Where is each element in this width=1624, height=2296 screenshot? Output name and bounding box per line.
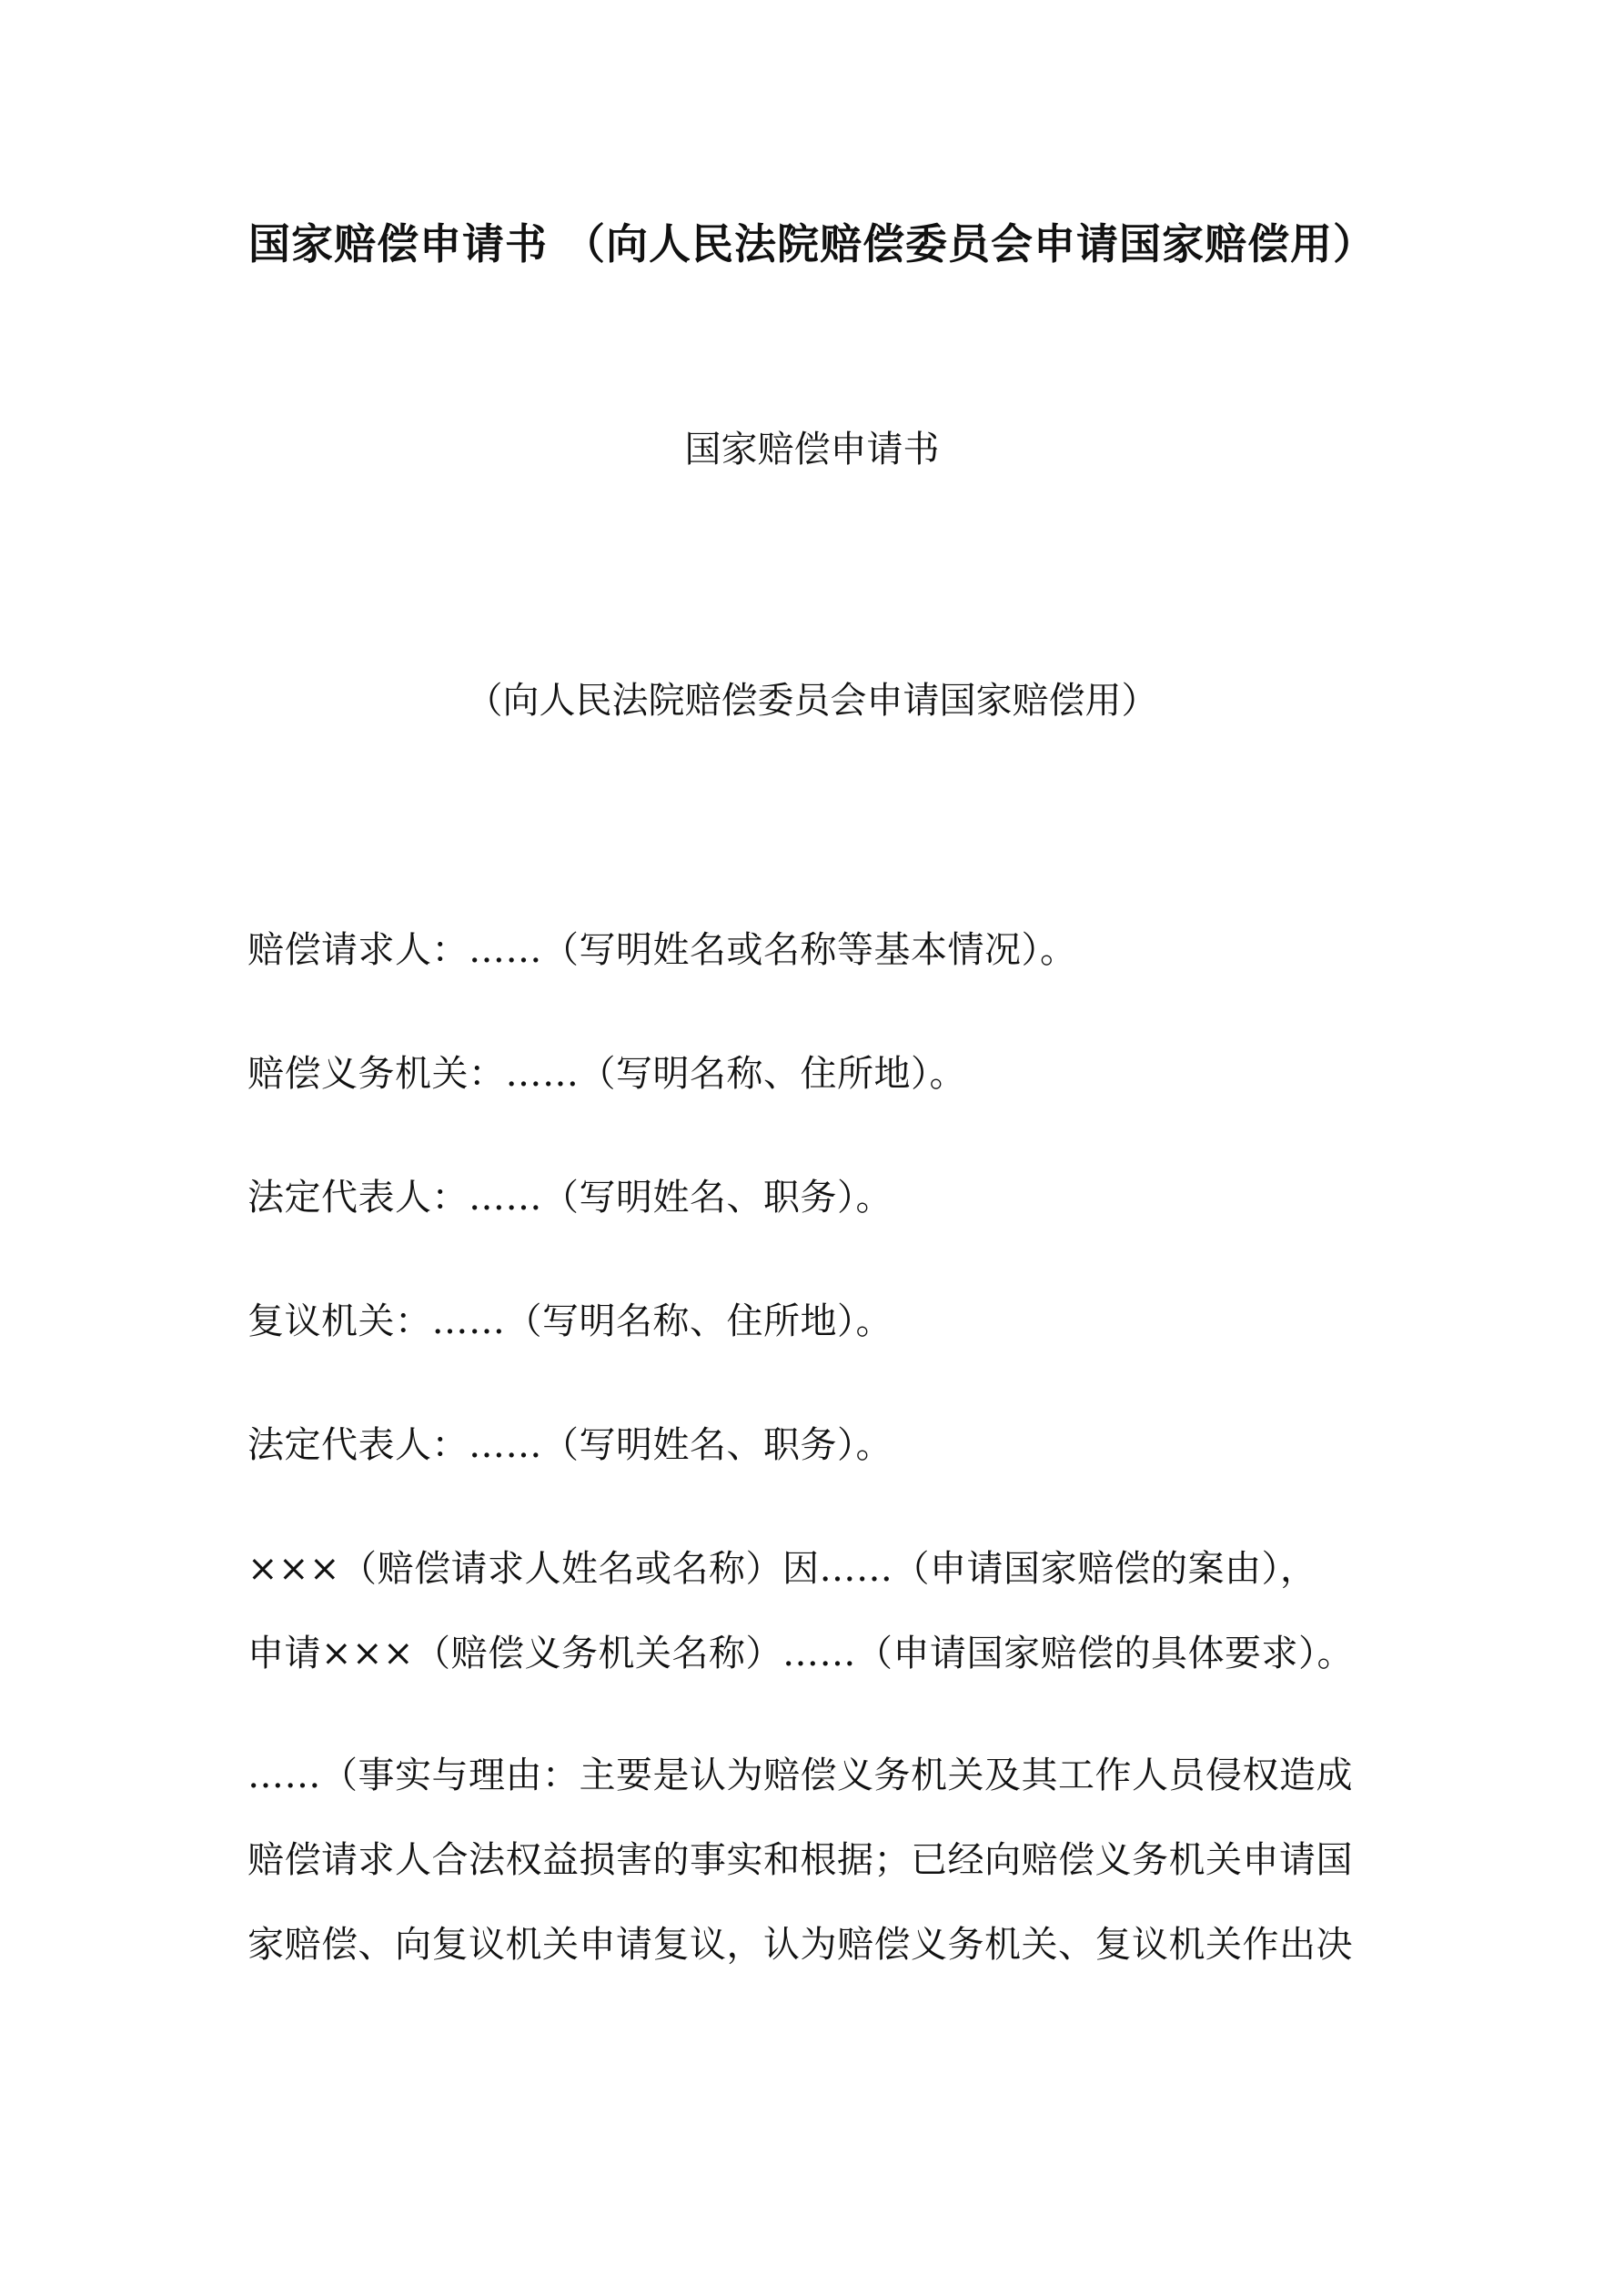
facts-line-3: 家赔偿、向复议机关申请复议，认为赔偿义务机关、复议机关作出决 [247, 1924, 1353, 1966]
document-title: 国家赔偿申请书 （向人民法院赔偿委员会申请国家赔偿用） [247, 219, 1376, 268]
review-authority-line: 复议机关：……（写明名称、住所地）。 [247, 1300, 893, 1342]
claim-request-line: 申请×××（赔偿义务机关名称）……（申请国家赔偿的具体要求）。 [247, 1633, 1355, 1674]
legal-representative-line: 法定代表人：……（写明姓名、职务）。 [247, 1177, 893, 1219]
claimant-line: 赔偿请求人：……（写明姓名或名称等基本情况）。 [247, 929, 1077, 971]
obligor-line: 赔偿义务机关：……（写明名称、住所地）。 [247, 1053, 966, 1095]
claim-reason-line: ×××（赔偿请求人姓名或名称）因……（申请国家赔偿的案由）， [247, 1548, 1317, 1590]
facts-line-1: ……（事实与理由：主要是认为赔偿义务机关及其工作人员侵权造成 [247, 1755, 1353, 1796]
review-legal-representative-line: 法定代表人：……（写明姓名、职务）。 [247, 1424, 893, 1466]
facts-line-2: 赔偿请求人合法权益损害的事实和根据；已经向赔偿义务机关申请国 [247, 1839, 1353, 1881]
document-heading: 国家赔偿申请书 [684, 429, 940, 470]
document-subheading: （向人民法院赔偿委员会申请国家赔偿用） [466, 680, 1158, 722]
